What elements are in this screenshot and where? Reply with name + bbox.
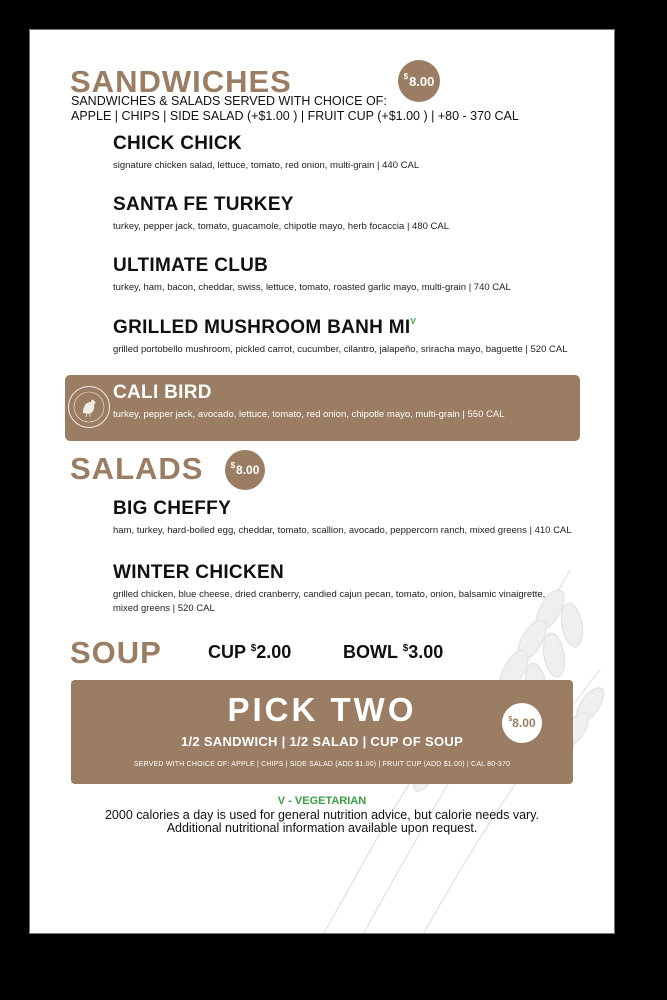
bowl-price: 3.00 xyxy=(408,642,444,662)
menu-item xyxy=(113,563,573,616)
item-description: signature chicken salad, lettuce, tomato, red onion, multi-grain | 440 CAL xyxy=(113,160,420,171)
menu-item xyxy=(113,318,573,357)
soup-bowl-price xyxy=(343,642,443,663)
pick-two-subtitle: 1/2 SANDWICH | 1/2 SALAD | CUP OF SOUP xyxy=(180,734,464,749)
pick-two-title: PICK TWO xyxy=(227,691,417,728)
sides-line-1: SANDWICHES & SALADS SERVED WITH CHOICE OF: xyxy=(71,94,387,108)
cup-price: 2.00 xyxy=(256,642,292,662)
sides-line-2: APPLE | CHIPS | SIDE SALAD (+$1.00 ) | FRUIT CUP (+$1.00 ) | +80 - 370 CAL xyxy=(71,109,519,123)
menu-item xyxy=(113,195,573,234)
pick-two-price: 8.00 xyxy=(512,716,536,730)
vegetarian-marker: V xyxy=(410,317,417,326)
item-name: BIG CHEFFY xyxy=(113,498,232,519)
currency-symbol: $ xyxy=(250,643,257,654)
item-name: CALI BIRD xyxy=(113,382,212,403)
pick-two-banner xyxy=(71,680,573,784)
item-description: turkey, ham, bacon, cheddar, swiss, lettuce, tomato, roasted garlic mayo, multi-grain | 740 CAL xyxy=(113,282,511,293)
bowl-label: BOWL xyxy=(343,642,398,662)
salads-price-badge xyxy=(225,450,265,490)
currency-symbol: $ xyxy=(230,460,236,470)
pick-two-price-badge xyxy=(502,703,542,743)
currency-symbol: $ xyxy=(402,643,409,654)
item-name-text: GRILLED MUSHROOM BANH MI xyxy=(113,317,411,338)
item-description: turkey, pepper jack, avocado, lettuce, tomato, red onion, chipotle mayo, multi-grain | 550 CAL xyxy=(113,409,505,420)
item-name: ULTIMATE CLUB xyxy=(113,255,269,276)
nutrition-disclaimer xyxy=(30,809,614,835)
soup-cup-price xyxy=(208,642,291,663)
rooster-icon xyxy=(69,387,109,427)
sandwiches-price-badge xyxy=(398,60,440,102)
salads-title: SALADS xyxy=(70,451,204,486)
item-description: turkey, pepper jack, tomato, guacamole, chipotle mayo, herb focaccia | 480 CAL xyxy=(113,221,450,232)
item-name xyxy=(113,318,573,337)
item-description: grilled chicken, blue cheese, dried cranberry, candied cajun pecan, tomato, onion, balsamic vinaigrette, mixed greens | 520 CAL xyxy=(113,589,546,614)
soup-title: SOUP xyxy=(70,635,162,670)
item-name: CHICK CHICK xyxy=(113,133,242,154)
salads-price: 8.00 xyxy=(236,463,260,477)
featured-item-cali-bird xyxy=(65,375,580,441)
disclaimer-line-1: 2000 calories a day is used for general nutrition advice, but calorie needs vary. xyxy=(104,808,540,822)
currency-symbol: $ xyxy=(508,715,513,723)
disclaimer-line-2: Additional nutritional information available upon request. xyxy=(166,821,478,835)
currency-symbol: $ xyxy=(403,71,409,81)
item-description: ham, turkey, hard-boiled egg, cheddar, tomato, scallion, avocado, peppercorn ranch, mixed greens | 410 CAL xyxy=(113,525,572,536)
sandwiches-title: SANDWICHES xyxy=(70,64,292,99)
item-description: grilled portobello mushroom, pickled carrot, cucumber, cilantro, jalapeño, sriracha mayo, baguette | 520 CAL xyxy=(113,344,568,355)
vegetarian-legend: V - VEGETARIAN xyxy=(277,795,367,807)
menu-item xyxy=(113,134,573,173)
pick-two-fine-print: SERVED WITH CHOICE OF: APPLE | CHIPS | SIDE SALAD (ADD $1.00) | FRUIT CUP (ADD $1.00) | CAL 80-370 xyxy=(133,761,511,768)
item-name: WINTER CHICKEN xyxy=(113,562,284,583)
menu-item xyxy=(113,499,573,538)
menu-item xyxy=(113,256,573,295)
sandwiches-price: 8.00 xyxy=(409,73,435,89)
signature-item-seal xyxy=(68,386,110,428)
menu-board xyxy=(30,30,614,933)
cup-label: CUP xyxy=(208,642,246,662)
item-name: SANTA FE TURKEY xyxy=(113,194,294,215)
